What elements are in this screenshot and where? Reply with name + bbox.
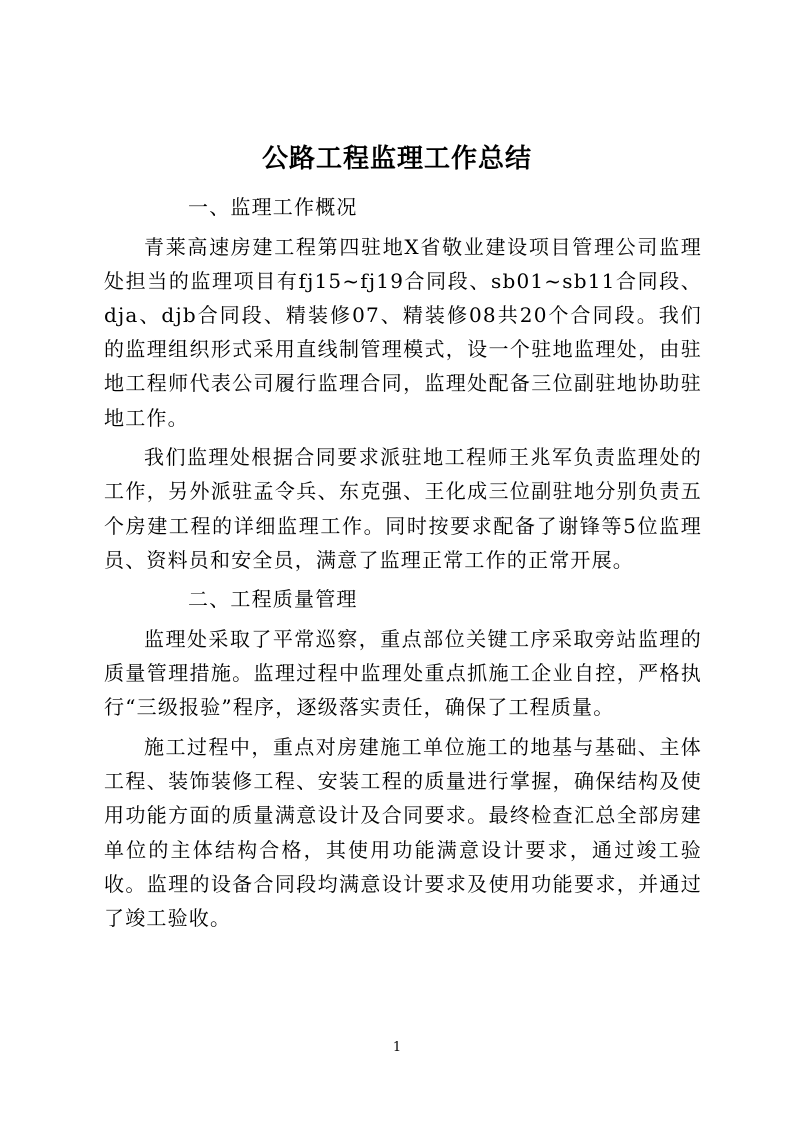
paragraph-staffing: 我们监理处根据合同要求派驻地工程师王兆军负责监理处的工作，另外派驻孟令兵、东克强、王化成三位副驻地分别负责五个房建工程的详细监理工作。同时按要求配备了谢锋等5位监理员、资料员和安全员，满意了监理正常工作的正常开展。 (104, 445, 702, 572)
paragraph-project-scope: 青莱高速房建工程第四驻地X省敬业建设项目管理公司监理处担当的监理项目有fj15~fj19合同段、sb01~sb11合同段、dja、djb合同段、精装修07、精装修08共20个合同段。我们的监理组织形式采用直线制管理模式，设一个驻地监理处，由驻地工程师代表公司履行监理合同，监理处配备三位副驻地协助驻地工作。 (104, 234, 702, 430)
section-heading-quality: 二、工程质量管理 (188, 587, 358, 612)
paragraph-quality-control: 施工过程中，重点对房建施工单位施工的地基与基础、主体工程、装饰装修工程、安装工程的质量进行掌握，确保结构及使用功能方面的质量满意设计及合同要求。最终检查汇总全部房建单位的主体结构合格，其使用功能满意设计要求，通过竣工验收。监理的设备合同段均满意设计要求及使用功能要求，并通过了竣工验收。 (104, 735, 702, 931)
document-body (104, 190, 702, 941)
page-number: 1 (392, 1040, 402, 1055)
page-title: 公路工程监理工作总结 (261, 144, 532, 174)
paragraph-quality-measures: 监理处采取了平常巡察，重点部位关键工序采取旁站监理的质量管理措施。监理过程中监理处重点抓施工企业自控，严格执行“三级报验”程序，逐级落实责任，确保了工程质量。 (104, 627, 702, 720)
section-heading-overview: 一、监理工作概况 (188, 195, 358, 219)
